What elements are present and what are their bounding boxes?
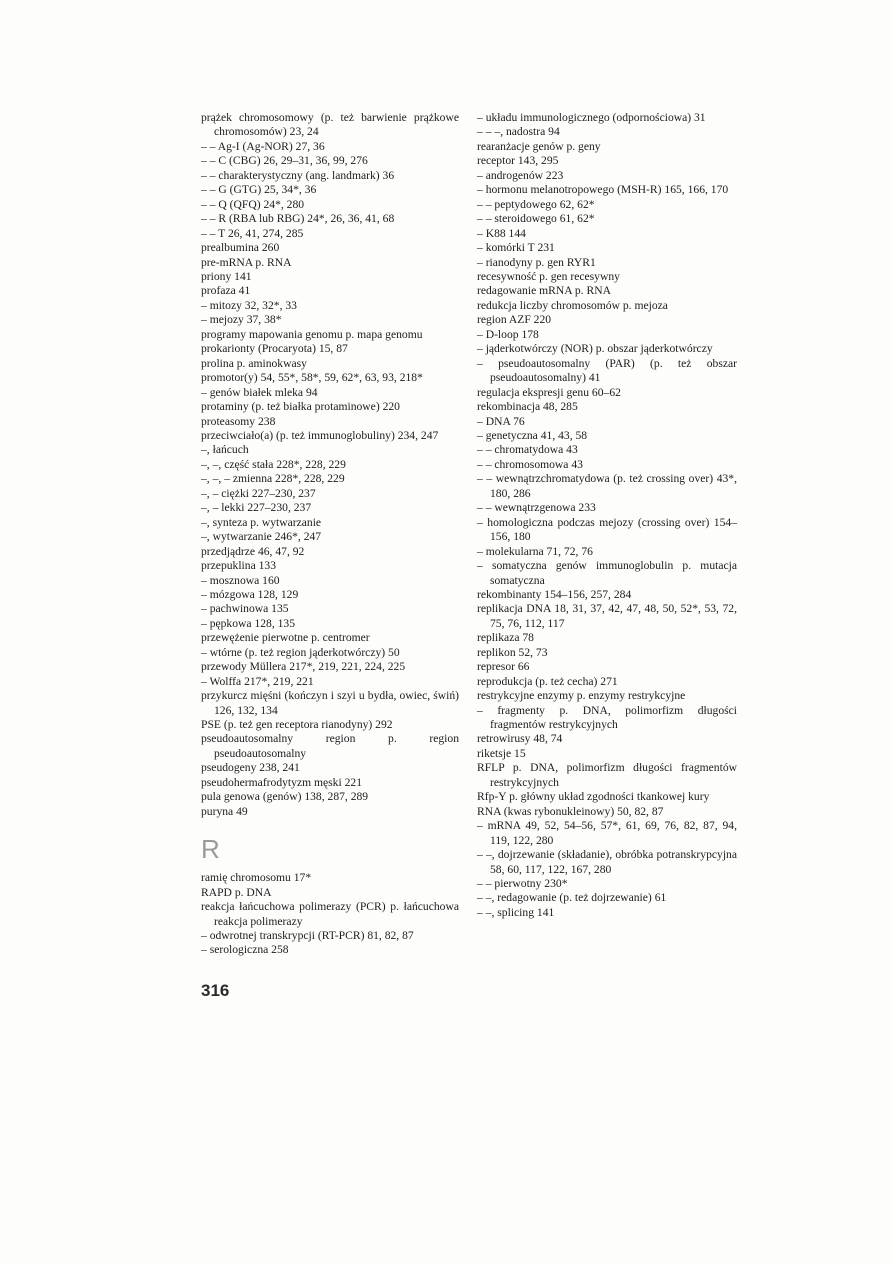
index-entry: recesywność p. gen recesywny (477, 269, 620, 283)
index-entry: ramię chromosomu 17* (201, 871, 312, 885)
index-entry: Rfp-Y p. główny układ zgodności tkankowej kury (477, 790, 710, 804)
index-entry: priony 141 (201, 269, 252, 283)
index-entry: – – wewnątrzchromatydowa (p. też crossing over) 43*, 180, 286 (477, 472, 737, 500)
index-entry: regulacja ekspresji genu 60–62 (477, 385, 621, 399)
index-entry: – układu immunologicznego (odpornościowa) 31 (477, 111, 706, 124)
index-entry: – – Q (QFQ) 24*, 280 (201, 197, 305, 211)
index-entry: – genetyczna 41, 43, 58 (477, 428, 588, 442)
index-entry: pre-mRNA p. RNA (201, 255, 292, 269)
index-entry: reprodukcja (p. też cecha) 271 (477, 674, 618, 688)
index-column-left (201, 111, 459, 958)
index-entry: przewężenie pierwotne p. centromer (201, 631, 370, 645)
index-entry: – hormonu melanotropowego (MSH-R) 165, 166, 170 (477, 183, 729, 197)
index-entry: protaminy (p. też białka protaminowe) 220 (201, 400, 400, 414)
index-entry: receptor 143, 295 (477, 154, 559, 168)
index-entry: represor 66 (477, 660, 530, 674)
index-entry: prokarionty (Procaryota) 15, 87 (201, 342, 348, 356)
index-entry: – somatyczna genów immunoglobulin p. mutacja somatyczna (477, 559, 737, 587)
index-entry: –, – lekki 227–230, 237 (201, 501, 312, 515)
index-entry: –, – ciężki 227–230, 237 (201, 486, 316, 500)
index-entry: – – wewnątrzgenowa 233 (477, 501, 596, 515)
index-entry: prealbumina 260 (201, 241, 280, 255)
index-entry: – – chromosomowa 43 (477, 457, 583, 471)
index-entry: prążek chromosomowy (p. też barwienie prążkowe chromosomów) 23, 24 (201, 111, 459, 139)
index-entry: pseudoautosomalny region p. region pseudoautosomalny (201, 732, 459, 760)
index-entry: RNA (kwas rybonukleinowy) 50, 82, 87 (477, 804, 664, 818)
index-entry: – –, splicing 141 (477, 905, 555, 919)
index-entry: – mejozy 37, 38* (201, 313, 282, 327)
index-entry: pseudogeny 238, 241 (201, 761, 300, 775)
index-entry: –, wytwarzanie 246*, 247 (201, 530, 322, 544)
index-entry: – odwrotnej transkrypcji (RT-PCR) 81, 82, 87 (201, 929, 414, 943)
index-entry: pula genowa (genów) 138, 287, 289 (201, 790, 369, 804)
index-entry: prolina p. aminokwasy (201, 356, 307, 370)
index-entry: – jąderkotwórczy (NOR) p. obszar jąderkotwórczy (477, 342, 713, 356)
index-entry: – – R (RBA lub RBG) 24*, 26, 36, 41, 68 (201, 212, 395, 226)
index-entry: – komórki T 231 (477, 241, 555, 255)
index-entry: przykurcz mięśni (kończyn i szyi u bydła, owiec, świń) 126, 132, 134 (201, 689, 459, 717)
index-entry: pseudohermafrodytyzm męski 221 (201, 775, 362, 789)
index-entry: restrykcyjne enzymy p. enzymy restrykcyjne (477, 689, 686, 703)
index-entry: – –, dojrzewanie (składanie), obróbka potranskrypcyjna 58, 60, 117, 122, 167, 280 (477, 848, 737, 876)
index-entry: – – steroidowego 61, 62* (477, 212, 595, 226)
index-entry: przeciwciało(a) (p. też immunoglobuliny) 234, 247 (201, 428, 439, 442)
index-entry: – mózgowa 128, 129 (201, 587, 299, 601)
index-entry: RAPD p. DNA (201, 885, 272, 899)
index-entry: – mosznowa 160 (201, 573, 280, 587)
index-entry: – K88 144 (477, 226, 526, 240)
index-entry: – androgenów 223 (477, 168, 564, 182)
index-entry: przepuklina 133 (201, 559, 277, 573)
index-entry: replikacja DNA 18, 31, 37, 42, 47, 48, 50, 52*, 53, 72, 75, 76, 112, 117 (477, 602, 737, 630)
index-entry: – Wolffa 217*, 219, 221 (201, 674, 314, 688)
index-entry: – fragmenty p. DNA, polimorfizm długości fragmentów restrykcyjnych (477, 703, 737, 732)
index-entry: rekombinanty 154–156, 257, 284 (477, 587, 632, 601)
index-entry: – serologiczna 258 (201, 943, 289, 957)
index-entry: –, łańcuch (201, 443, 249, 457)
index-entry: – pępkowa 128, 135 (201, 616, 296, 630)
index-entry: redagowanie mRNA p. RNA (477, 284, 611, 298)
index-entry: – genów białek mleka 94 (201, 385, 318, 399)
index-entry: – – T 26, 41, 274, 285 (201, 226, 304, 240)
index-entry: – – C (CBG) 26, 29–31, 36, 99, 276 (201, 154, 368, 168)
index-entry: replikon 52, 73 (477, 645, 548, 659)
index-entry: promotor(y) 54, 55*, 58*, 59, 62*, 63, 93, 218* (201, 371, 423, 385)
index-entry: – pachwinowa 135 (201, 602, 289, 616)
index-entry: –, synteza p. wytwarzanie (201, 515, 322, 529)
page-number: 316 (201, 981, 230, 1000)
index-entry: – D-loop 178 (477, 327, 539, 341)
index-entry: rearanżacje genów p. geny (477, 139, 601, 153)
index-column-right (477, 111, 737, 920)
index-entry: – wtórne (p. też region jąderkotwórczy) 50 (201, 645, 400, 659)
index-entry: – –, redagowanie (p. też dojrzewanie) 61 (477, 891, 667, 905)
index-entry: – – charakterystyczny (ang. landmark) 36 (201, 168, 395, 182)
index-entry: redukcja liczby chromosomów p. mejoza (477, 298, 668, 312)
index-entry: RFLP p. DNA, polimorfizm długości fragmentów restrykcyjnych (477, 761, 737, 789)
index-entry: – homologiczna podczas mejozy (crossing over) 154–156, 180 (477, 515, 737, 544)
index-entry: – – Ag-I (Ag-NOR) 27, 36 (201, 139, 325, 153)
index-entry: – mitozy 32, 32*, 33 (201, 298, 297, 312)
index-entry: – mRNA 49, 52, 54–56, 57*, 61, 69, 76, 82, 87, 94, 119, 122, 280 (477, 819, 737, 847)
index-entry: przewody Müllera 217*, 219, 221, 224, 225 (201, 660, 406, 674)
index-entry: –, –, część stała 228*, 228, 229 (201, 457, 346, 471)
index-entry: region AZF 220 (477, 313, 552, 327)
index-entry: reakcja łańcuchowa polimerazy (PCR) p. łańcuchowa reakcja polimerazy (201, 900, 459, 928)
index-entry: puryna 49 (201, 804, 248, 818)
index-entry: rekombinacja 48, 285 (477, 400, 578, 414)
index-entry: – pseudoautosomalny (PAR) (p. też obszar pseudoautosomalny) 41 (477, 356, 737, 385)
index-entry: – – peptydowego 62, 62* (477, 197, 595, 211)
index-entry: programy mapowania genomu p. mapa genomu (201, 327, 423, 341)
index-entry: profaza 41 (201, 284, 251, 298)
index-entry: proteasomy 238 (201, 414, 276, 428)
index-entry: – – G (GTG) 25, 34*, 36 (201, 183, 317, 197)
index-entry: – rianodyny p. gen RYR1 (477, 255, 596, 269)
index-entry: PSE (p. też gen receptora rianodyny) 292 (201, 718, 393, 732)
index-entry: – – pierwotny 230* (477, 877, 568, 891)
section-letter-heading: R (201, 834, 220, 865)
index-entry: – molekularna 71, 72, 76 (477, 544, 593, 558)
index-entry: –, –, – zmienna 228*, 228, 229 (201, 472, 345, 486)
index-entry: przedjądrze 46, 47, 92 (201, 544, 305, 558)
index-entry: – DNA 76 (477, 414, 525, 428)
index-entry: replikaza 78 (477, 631, 534, 645)
index-entry: riketsje 15 (477, 746, 526, 760)
index-entry: – – –, nadostra 94 (477, 125, 560, 139)
index-entry: – – chromatydowa 43 (477, 443, 578, 457)
index-entry: retrowirusy 48, 74 (477, 732, 563, 746)
